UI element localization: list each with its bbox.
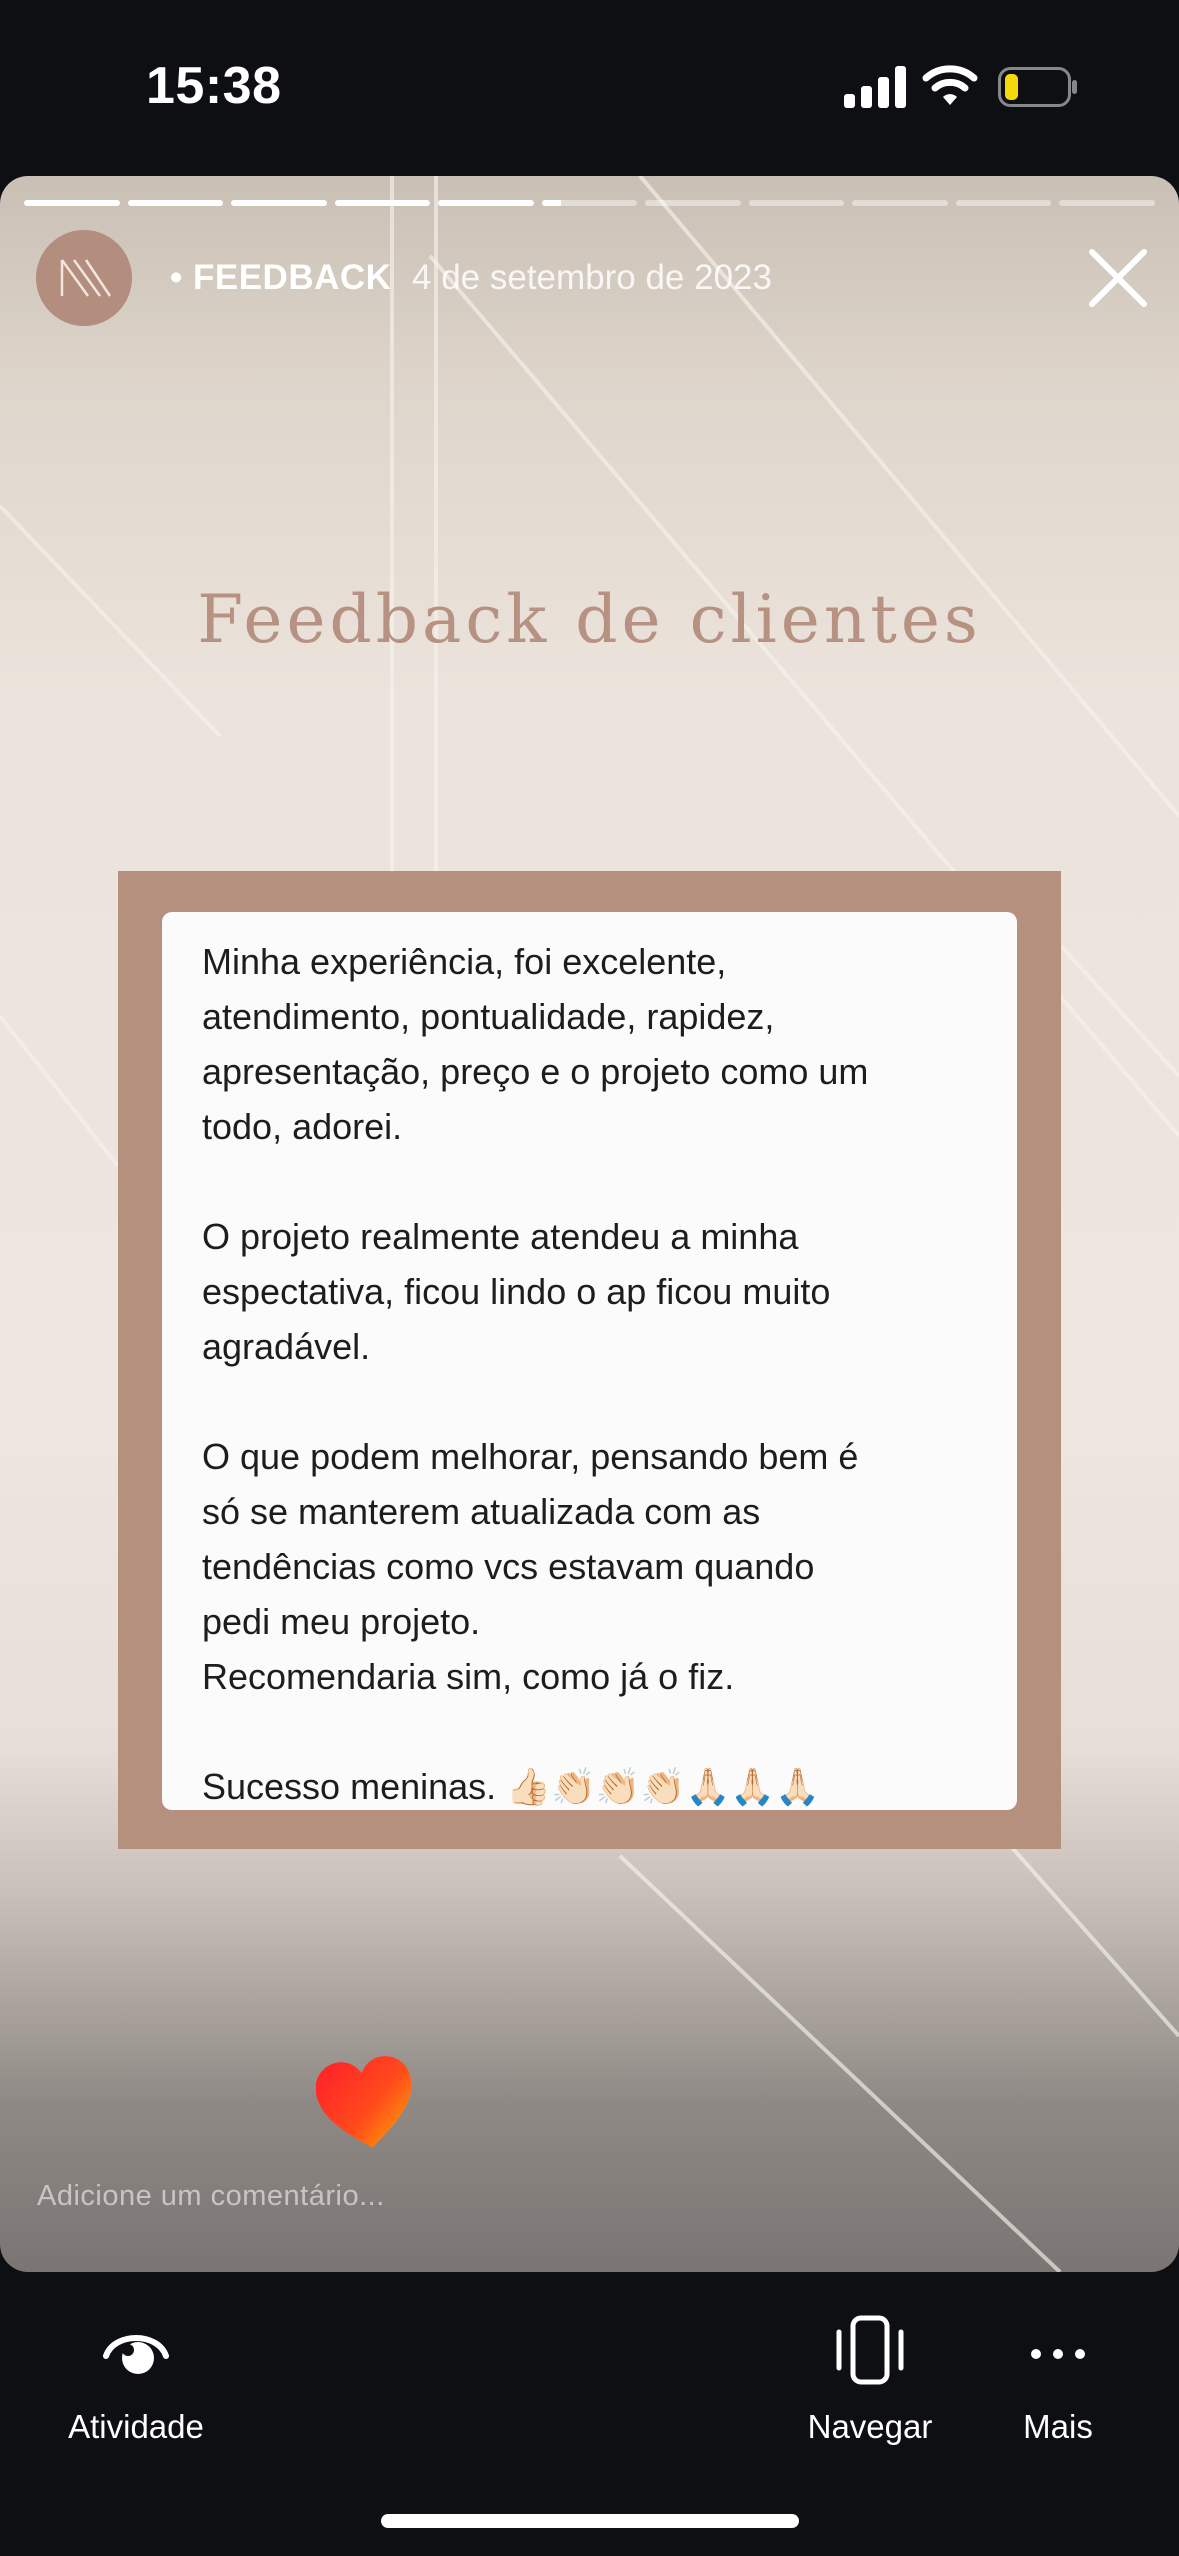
story-title: Feedback de clientes	[197, 581, 982, 658]
heart-icon[interactable]	[316, 2056, 416, 2152]
eye-icon	[96, 2312, 176, 2390]
review-line: Recomendaria sim, como já o fiz.	[202, 1656, 735, 1697]
navigate-icon	[830, 2312, 910, 2390]
progress-segment	[1059, 200, 1155, 206]
review-line: espectativa, ficou lindo o ap ficou muito	[202, 1271, 831, 1312]
progress-segment	[645, 200, 741, 206]
status-time: 15:38	[146, 57, 282, 115]
brand-logo-icon	[36, 230, 132, 326]
review-line: todo, adorei.	[202, 1106, 403, 1147]
cellular-signal-icon	[844, 66, 906, 108]
more-label: Mais	[1023, 2408, 1093, 2445]
story-date: 4 de setembro de 2023	[412, 258, 772, 297]
avatar[interactable]	[36, 230, 132, 326]
review-line: pedi meu projeto.	[202, 1601, 481, 1642]
review-line: O projeto realmente atendeu a minha	[202, 1216, 799, 1257]
more-button[interactable]	[1000, 2312, 1116, 2446]
progress-segment	[852, 200, 948, 206]
review-text	[202, 934, 1002, 1814]
story-progress	[24, 200, 1155, 206]
progress-segment	[542, 200, 638, 206]
close-icon[interactable]	[1086, 246, 1150, 310]
story-author[interactable]: • FEEDBACK	[170, 258, 392, 297]
battery-icon	[998, 67, 1078, 107]
navigate-button[interactable]	[790, 2312, 950, 2446]
wifi-icon	[922, 62, 978, 108]
activity-label: Atividade	[68, 2408, 204, 2445]
progress-segment	[956, 200, 1052, 206]
status-bar	[0, 0, 1179, 176]
progress-segment	[749, 200, 845, 206]
progress-segment	[24, 200, 120, 206]
review-line: apresentação, preço e o projeto como um	[202, 1051, 869, 1092]
progress-segment	[128, 200, 224, 206]
navigate-label: Navegar	[807, 2408, 933, 2445]
review-line: tendências como vcs estavam quando	[202, 1546, 815, 1587]
progress-segment	[438, 200, 534, 206]
review-card	[162, 912, 1017, 1810]
activity-button[interactable]	[48, 2312, 224, 2446]
review-line: agradável.	[202, 1326, 371, 1367]
progress-segment	[231, 200, 327, 206]
more-icon	[1018, 2312, 1098, 2390]
comment-input[interactable]: Adicione um comentário...	[37, 2180, 385, 2212]
review-line: Minha experiência, foi excelente,	[202, 941, 727, 982]
story-card[interactable]	[0, 176, 1179, 2272]
home-indicator[interactable]	[381, 2514, 799, 2528]
progress-segment	[335, 200, 431, 206]
review-line: O que podem melhorar, pensando bem é	[202, 1436, 859, 1477]
review-line: atendimento, pontualidade, rapidez,	[202, 996, 775, 1037]
review-line: só se manterem atualizada com as	[202, 1491, 761, 1532]
review-closing: Sucesso meninas. 👍🏻👏🏻👏🏻👏🏻🙏🏻🙏🏻🙏🏻	[202, 1766, 820, 1807]
